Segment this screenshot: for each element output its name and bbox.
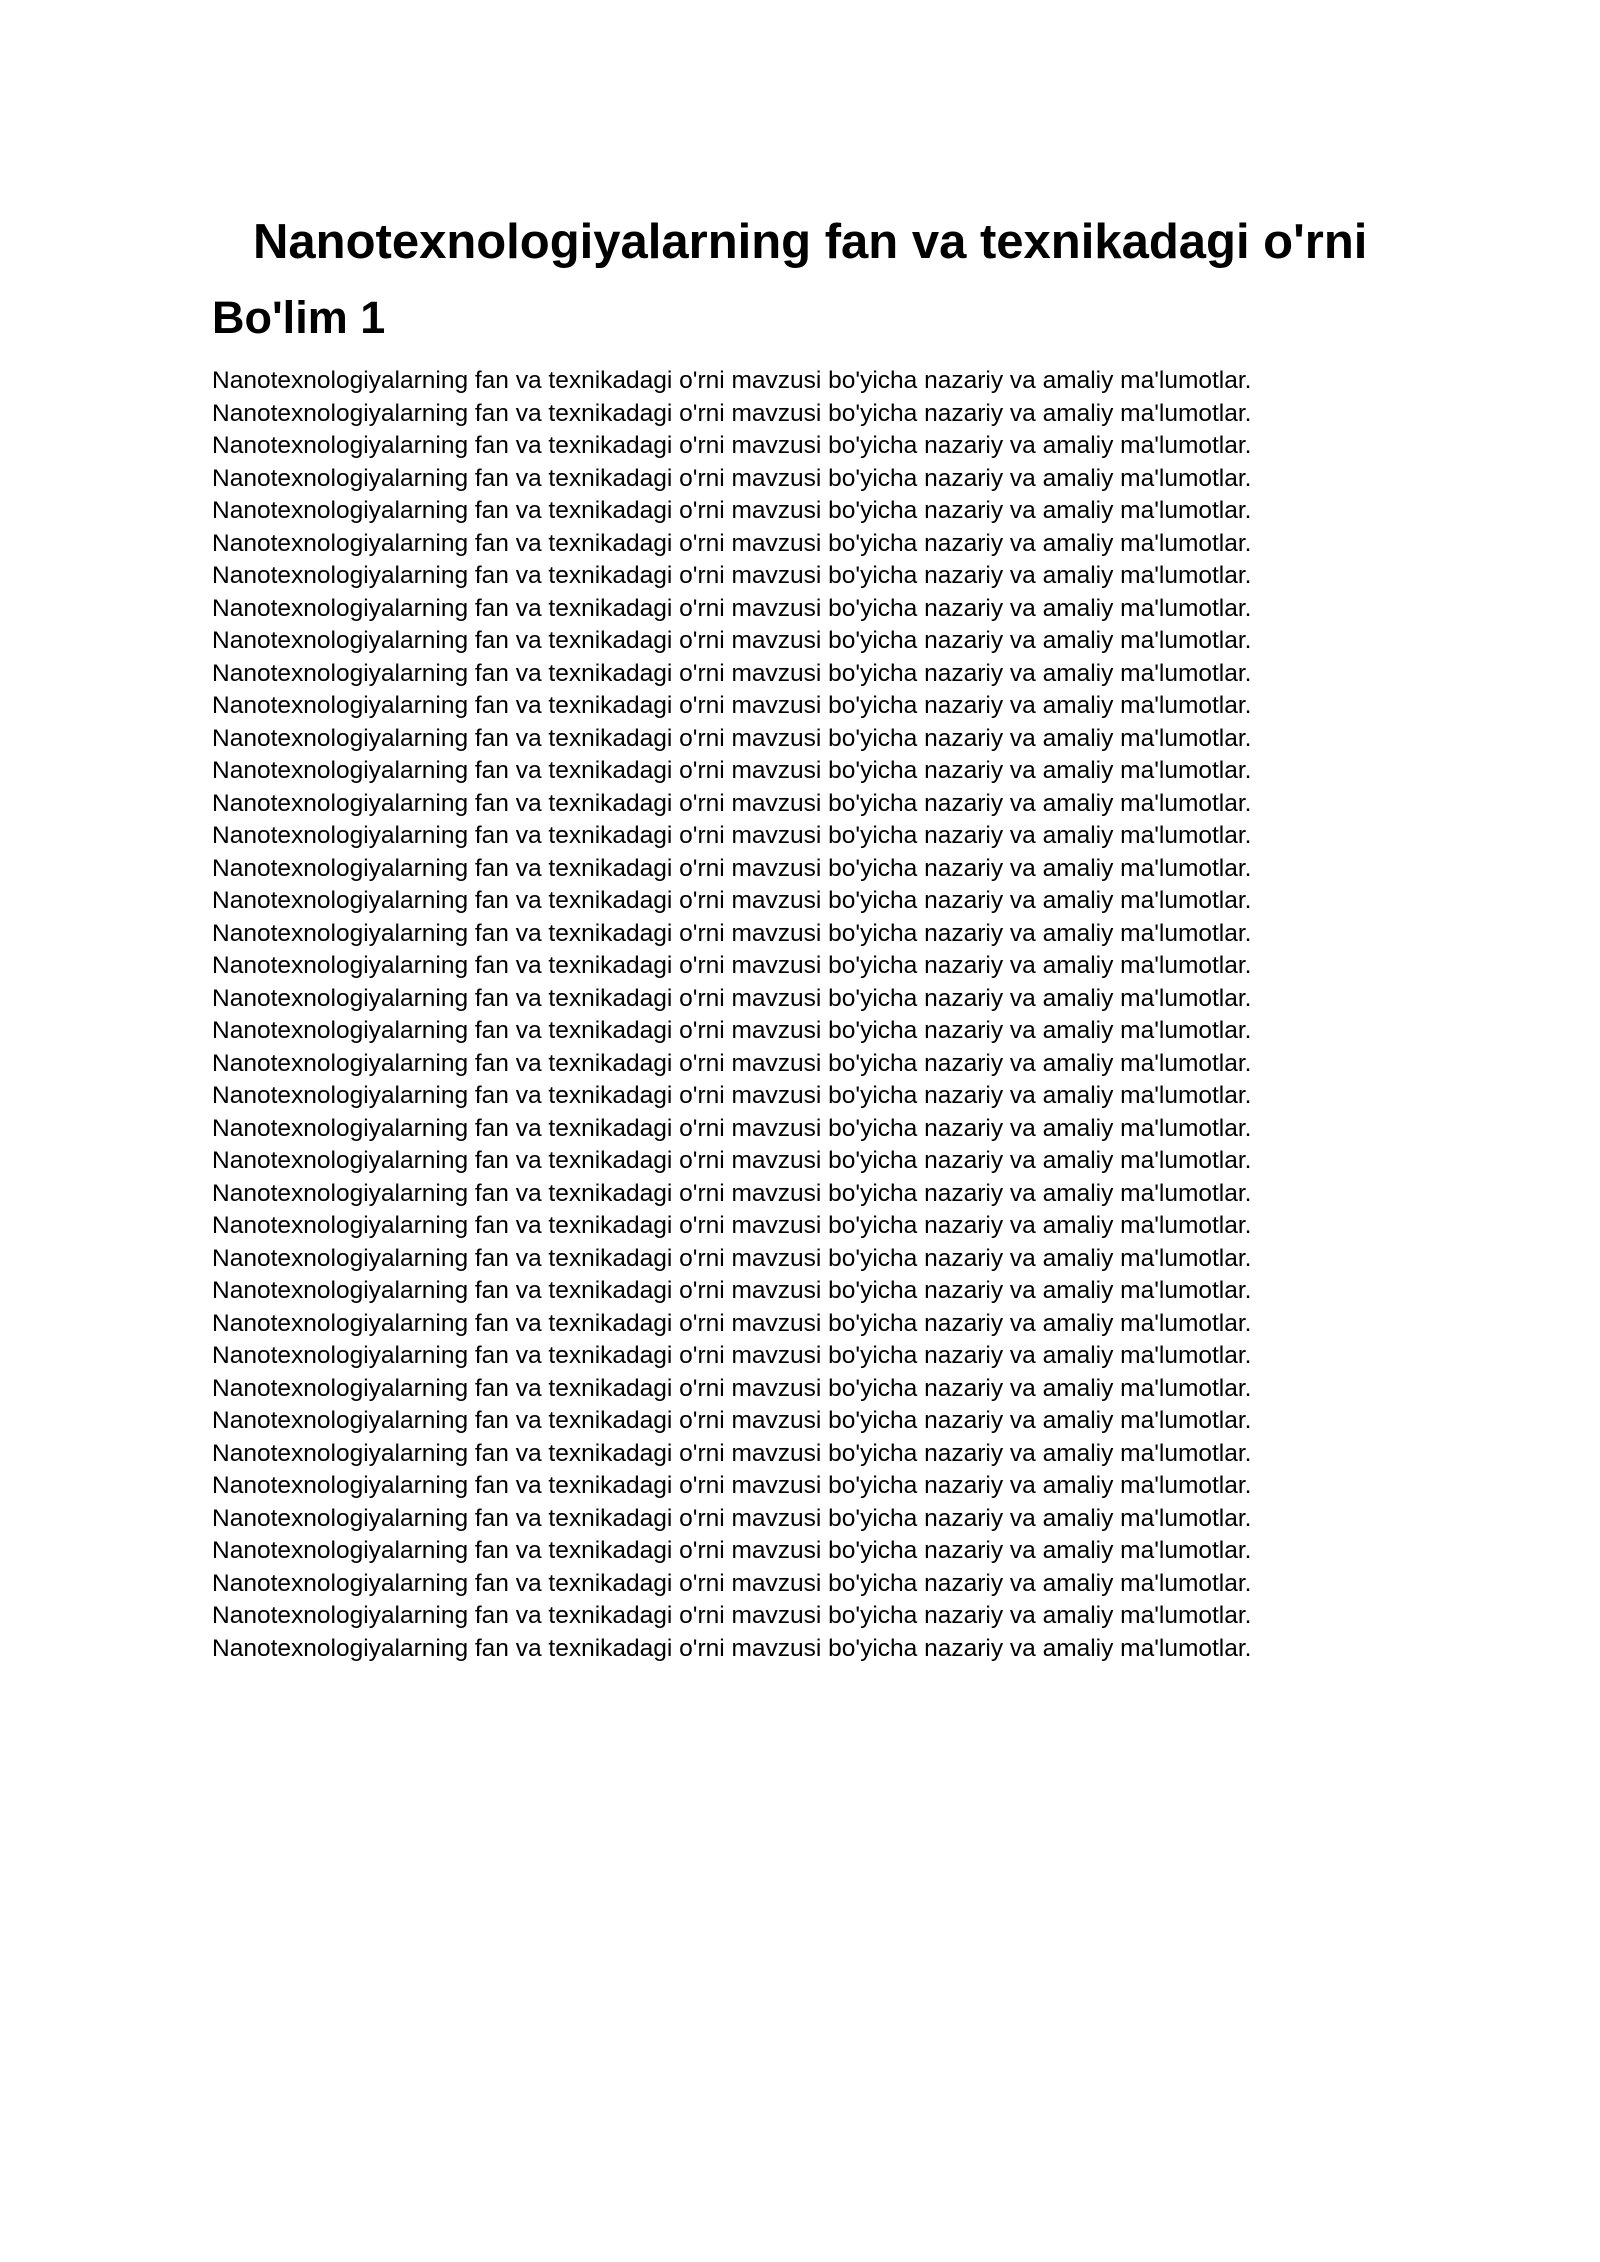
body-text-line: Nanotexnologiyalarning fan va texnikadagi o'rni mavzusi bo'yicha nazariy va amaliy ma'lumotlar.	[212, 1277, 1252, 1304]
body-text-line: Nanotexnologiyalarning fan va texnikadagi o'rni mavzusi bo'yicha nazariy va amaliy ma'lumotlar.	[212, 1602, 1252, 1629]
body-text-line: Nanotexnologiyalarning fan va texnikadagi o'rni mavzusi bo'yicha nazariy va amaliy ma'lumotlar.	[212, 1569, 1252, 1597]
body-text-line: Nanotexnologiyalarning fan va texnikadagi o'rni mavzusi bo'yicha nazariy va amaliy ma'lumotlar.	[212, 1439, 1252, 1467]
body-text-line: Nanotexnologiyalarning fan va texnikadagi o'rni mavzusi bo'yicha nazariy va amaliy ma'lumotlar.	[212, 822, 1252, 849]
body-text-line: Nanotexnologiyalarning fan va texnikadagi o'rni mavzusi bo'yicha nazariy va amaliy ma'lumotlar.	[212, 1472, 1252, 1499]
body-text-line: Nanotexnologiyalarning fan va texnikadagi o'rni mavzusi bo'yicha nazariy va amaliy ma'lumotlar.	[212, 659, 1252, 687]
body-text-line: Nanotexnologiyalarning fan va texnikadagi o'rni mavzusi bo'yicha nazariy va amaliy ma'lumotlar.	[212, 724, 1252, 752]
body-text-line: Nanotexnologiyalarning fan va texnikadagi o'rni mavzusi bo'yicha nazariy va amaliy ma'lumotlar.	[212, 952, 1252, 979]
body-text-line: Nanotexnologiyalarning fan va texnikadagi o'rni mavzusi bo'yicha nazariy va amaliy ma'lumotlar.	[212, 497, 1252, 524]
body-text-line: Nanotexnologiyalarning fan va texnikadagi o'rni mavzusi bo'yicha nazariy va amaliy ma'lumotlar.	[212, 1147, 1252, 1174]
body-text-line: Nanotexnologiyalarning fan va texnikadagi o'rni mavzusi bo'yicha nazariy va amaliy ma'lumotlar.	[212, 1244, 1252, 1272]
body-text-line: Nanotexnologiyalarning fan va texnikadagi o'rni mavzusi bo'yicha nazariy va amaliy ma'lumotlar.	[212, 367, 1252, 394]
body-text-line: Nanotexnologiyalarning fan va texnikadagi o'rni mavzusi bo'yicha nazariy va amaliy ma'lumotlar.	[212, 1374, 1252, 1402]
body-text-line: Nanotexnologiyalarning fan va texnikadagi o'rni mavzusi bo'yicha nazariy va amaliy ma'lumotlar.	[212, 464, 1252, 492]
body-text-line: Nanotexnologiyalarning fan va texnikadagi o'rni mavzusi bo'yicha nazariy va amaliy ma'lumotlar.	[212, 1049, 1252, 1077]
body-text-line: Nanotexnologiyalarning fan va texnikadagi o'rni mavzusi bo'yicha nazariy va amaliy ma'lumotlar.	[212, 984, 1252, 1012]
section-heading: Bo'lim 1	[212, 292, 386, 343]
document-title: Nanotexnologiyalarning fan va texnikadagi o'rni	[253, 215, 1368, 269]
body-text-line: Nanotexnologiyalarning fan va texnikadagi o'rni mavzusi bo'yicha nazariy va amaliy ma'lumotlar.	[212, 1017, 1252, 1044]
body-text-line: Nanotexnologiyalarning fan va texnikadagi o'rni mavzusi bo'yicha nazariy va amaliy ma'lumotlar.	[212, 1634, 1252, 1662]
body-text-line: Nanotexnologiyalarning fan va texnikadagi o'rni mavzusi bo'yicha nazariy va amaliy ma'lumotlar.	[212, 887, 1252, 914]
body-text-line: Nanotexnologiyalarning fan va texnikadagi o'rni mavzusi bo'yicha nazariy va amaliy ma'lumotlar.	[212, 854, 1252, 882]
body-text-line: Nanotexnologiyalarning fan va texnikadagi o'rni mavzusi bo'yicha nazariy va amaliy ma'lumotlar.	[212, 432, 1252, 459]
body-text-line: Nanotexnologiyalarning fan va texnikadagi o'rni mavzusi bo'yicha nazariy va amaliy ma'lumotlar.	[212, 562, 1252, 589]
body-text-line: Nanotexnologiyalarning fan va texnikadagi o'rni mavzusi bo'yicha nazariy va amaliy ma'lumotlar.	[212, 1407, 1252, 1434]
body-text-line: Nanotexnologiyalarning fan va texnikadagi o'rni mavzusi bo'yicha nazariy va amaliy ma'lumotlar.	[212, 757, 1252, 784]
body-text-line: Nanotexnologiyalarning fan va texnikadagi o'rni mavzusi bo'yicha nazariy va amaliy ma'lumotlar.	[212, 627, 1252, 654]
body-text-line: Nanotexnologiyalarning fan va texnikadagi o'rni mavzusi bo'yicha nazariy va amaliy ma'lumotlar.	[212, 1342, 1252, 1369]
body-text-line: Nanotexnologiyalarning fan va texnikadagi o'rni mavzusi bo'yicha nazariy va amaliy ma'lumotlar.	[212, 1212, 1252, 1239]
body-text	[212, 365, 1251, 1665]
body-text-line: Nanotexnologiyalarning fan va texnikadagi o'rni mavzusi bo'yicha nazariy va amaliy ma'lumotlar.	[212, 1114, 1252, 1142]
body-text-line: Nanotexnologiyalarning fan va texnikadagi o'rni mavzusi bo'yicha nazariy va amaliy ma'lumotlar.	[212, 1082, 1252, 1109]
body-text-line: Nanotexnologiyalarning fan va texnikadagi o'rni mavzusi bo'yicha nazariy va amaliy ma'lumotlar.	[212, 1179, 1252, 1207]
body-text-line: Nanotexnologiyalarning fan va texnikadagi o'rni mavzusi bo'yicha nazariy va amaliy ma'lumotlar.	[212, 692, 1252, 719]
body-text-line: Nanotexnologiyalarning fan va texnikadagi o'rni mavzusi bo'yicha nazariy va amaliy ma'lumotlar.	[212, 1309, 1252, 1337]
body-text-line: Nanotexnologiyalarning fan va texnikadagi o'rni mavzusi bo'yicha nazariy va amaliy ma'lumotlar.	[212, 919, 1252, 947]
body-text-line: Nanotexnologiyalarning fan va texnikadagi o'rni mavzusi bo'yicha nazariy va amaliy ma'lumotlar.	[212, 529, 1252, 557]
body-text-line: Nanotexnologiyalarning fan va texnikadagi o'rni mavzusi bo'yicha nazariy va amaliy ma'lumotlar.	[212, 399, 1252, 427]
body-text-line: Nanotexnologiyalarning fan va texnikadagi o'rni mavzusi bo'yicha nazariy va amaliy ma'lumotlar.	[212, 789, 1252, 817]
body-text-line: Nanotexnologiyalarning fan va texnikadagi o'rni mavzusi bo'yicha nazariy va amaliy ma'lumotlar.	[212, 594, 1252, 622]
body-text-line: Nanotexnologiyalarning fan va texnikadagi o'rni mavzusi bo'yicha nazariy va amaliy ma'lumotlar.	[212, 1537, 1252, 1564]
body-text-line: Nanotexnologiyalarning fan va texnikadagi o'rni mavzusi bo'yicha nazariy va amaliy ma'lumotlar.	[212, 1504, 1252, 1532]
